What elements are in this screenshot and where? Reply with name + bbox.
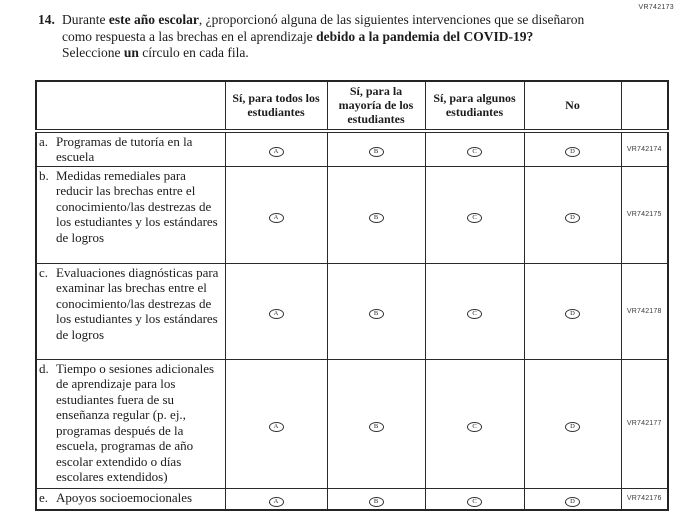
question-number: 14.	[38, 12, 55, 27]
row-letter: d.	[39, 360, 49, 376]
table-row-e	[36, 488, 668, 510]
row-label: Evaluaciones diagnósticas para examinar las brechas entre el conocimiento/las destrezas de los estudiantes y los estándares de logros	[56, 264, 219, 342]
row-code: VR742177	[621, 359, 668, 488]
question-text-segment: , ¿proporcionó alguna de las siguientes intervenciones que se diseñaron como respuesta a las brechas en el aprendizaje	[62, 12, 585, 44]
question-text-segment: círculo en cada fila.	[138, 45, 249, 60]
option-bubble-b[interactable]: B	[369, 309, 384, 319]
option-bubble-a[interactable]: A	[269, 422, 284, 432]
page-form-code: VR742173	[638, 4, 674, 11]
option-cell	[327, 131, 425, 167]
option-bubble-d[interactable]: D	[565, 309, 580, 319]
row-code: VR742178	[621, 263, 668, 359]
row-code: VR742175	[621, 166, 668, 263]
table-row-c	[36, 263, 668, 359]
row-label: Apoyos socioemocionales	[56, 489, 193, 505]
option-cell	[524, 359, 621, 488]
option-cell	[524, 166, 621, 263]
column-header-yes-some: Sí, para algunos estudiantes	[425, 81, 524, 131]
option-bubble-d[interactable]: D	[565, 422, 580, 432]
row-letter: a.	[39, 133, 49, 149]
option-cell	[327, 166, 425, 263]
row-letter: e.	[39, 489, 49, 505]
option-bubble-a[interactable]: A	[269, 309, 284, 319]
header-empty-cell	[36, 81, 225, 131]
table-row-d	[36, 359, 668, 488]
option-cell	[327, 488, 425, 510]
option-bubble-b[interactable]: B	[369, 147, 384, 157]
question-text-segment: Durante	[62, 12, 109, 27]
option-cell	[225, 359, 327, 488]
option-bubble-c[interactable]: C	[467, 309, 482, 319]
column-header-no: No	[524, 81, 621, 131]
option-bubble-b[interactable]: B	[369, 422, 384, 432]
row-label-cell	[36, 488, 225, 510]
option-bubble-c[interactable]: C	[467, 147, 482, 157]
row-code: VR742174	[621, 131, 668, 167]
option-cell	[327, 263, 425, 359]
column-header-yes-most: Sí, para la mayoría de los estudiantes	[327, 81, 425, 131]
row-letter: b.	[39, 167, 49, 183]
row-label-cell	[36, 166, 225, 263]
option-cell	[524, 131, 621, 167]
option-bubble-a[interactable]: A	[269, 147, 284, 157]
header-row	[36, 81, 668, 131]
question-block	[0, 0, 684, 62]
row-label: Medidas remediales para reducir las brechas entre el conocimiento/las destrezas de los estudiantes y los estándares de logros	[56, 167, 218, 245]
response-grid	[35, 80, 669, 511]
option-bubble-d[interactable]: D	[565, 213, 580, 223]
row-label: Programas de tutoría en la escuela	[56, 133, 193, 164]
option-bubble-d[interactable]: D	[565, 497, 580, 507]
row-label: Tiempo o sesiones adicionales de aprendizaje para los estudiantes fuera de su enseñanza regular (p. ej., programas después de la escuela, programas de año escolar extendido o días escolares extendidos)	[56, 360, 215, 484]
option-bubble-d[interactable]: D	[565, 147, 580, 157]
header-code-cell	[621, 81, 668, 131]
option-bubble-b[interactable]: B	[369, 497, 384, 507]
option-cell	[225, 488, 327, 510]
option-cell	[524, 488, 621, 510]
row-label-cell	[36, 263, 225, 359]
option-cell	[425, 166, 524, 263]
option-bubble-c[interactable]: C	[467, 422, 482, 432]
option-cell	[225, 166, 327, 263]
row-label-cell	[36, 131, 225, 167]
option-cell	[425, 263, 524, 359]
option-bubble-c[interactable]: C	[467, 213, 482, 223]
option-bubble-a[interactable]: A	[269, 213, 284, 223]
row-label-cell	[36, 359, 225, 488]
column-header-yes-all: Sí, para todos los estudiantes	[225, 81, 327, 131]
question-text-bold-segment: este año escolar	[108, 12, 199, 27]
option-cell	[425, 359, 524, 488]
row-code: VR742176	[621, 488, 668, 510]
option-cell	[524, 263, 621, 359]
option-bubble-a[interactable]: A	[269, 497, 284, 507]
question-text-bold-segment: un	[123, 45, 139, 60]
option-bubble-c[interactable]: C	[467, 497, 482, 507]
question-text	[62, 12, 590, 62]
table-row-a	[36, 131, 668, 167]
option-cell	[425, 131, 524, 167]
table-row-b	[36, 166, 668, 263]
row-letter: c.	[39, 264, 49, 280]
option-cell	[425, 488, 524, 510]
option-cell	[225, 131, 327, 167]
question-text-segment: Seleccione	[62, 45, 124, 60]
question-text-bold-segment: debido a la pandemia del COVID-19?	[316, 28, 534, 44]
option-cell	[225, 263, 327, 359]
option-cell	[327, 359, 425, 488]
option-bubble-b[interactable]: B	[369, 213, 384, 223]
